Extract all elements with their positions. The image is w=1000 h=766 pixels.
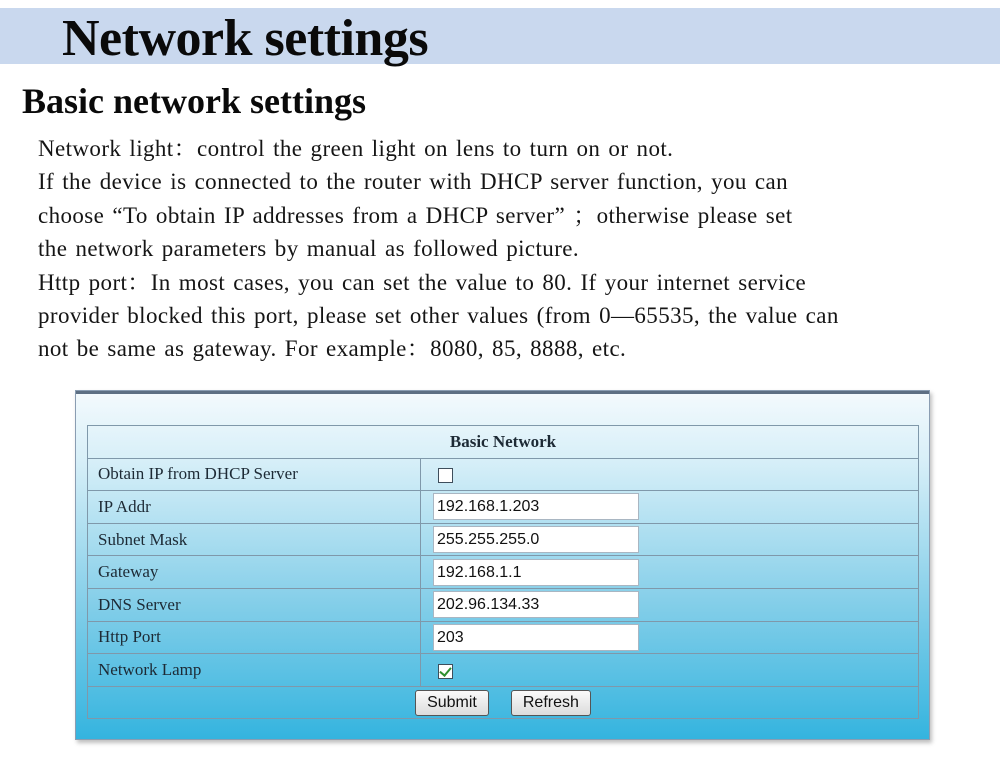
description-line: choose “To obtain IP addresses from a DHCP server” ；otherwise please set (38, 202, 793, 228)
gateway-cell (421, 556, 919, 589)
dns-server-cell (421, 588, 919, 621)
section-subtitle: Basic network settings (22, 81, 366, 121)
network-lamp-cell (421, 654, 919, 687)
description (38, 132, 998, 366)
http-port-cell (421, 621, 919, 654)
description-line: not be same as gateway. For example：8080, 85, 8888, etc. (38, 336, 627, 362)
ip-addr-input[interactable]: 192.168.1.203 (433, 493, 639, 520)
dns-server-input[interactable]: 202.96.134.33 (433, 591, 639, 618)
dhcp-label: Obtain IP from DHCP Server (88, 458, 421, 491)
description-line: Http port：In most cases, you can set the value to 80. If your internet service (38, 269, 807, 295)
table-row (88, 621, 919, 654)
table-row (88, 458, 919, 491)
description-line: provider blocked this port, please set other values (from 0—65535, the value can (38, 303, 839, 329)
gateway-input[interactable]: 192.168.1.1 (433, 559, 639, 586)
dhcp-cell (421, 458, 919, 491)
subnet-mask-input[interactable]: 255.255.255.0 (433, 526, 639, 553)
gateway-label: Gateway (88, 556, 421, 589)
http-port-input[interactable]: 203 (433, 624, 639, 651)
description-line: Network light：control the green light on lens to turn on or not. (38, 136, 674, 161)
http-port-label: Http Port (88, 621, 421, 654)
network-lamp-checkbox[interactable] (438, 664, 453, 679)
table-row (88, 588, 919, 621)
subnet-mask-cell (421, 523, 919, 556)
dns-server-label: DNS Server (88, 588, 421, 621)
refresh-button[interactable]: Refresh (511, 690, 591, 716)
basic-network-table (87, 425, 919, 719)
table-row (88, 523, 919, 556)
page-title: Network settings (62, 10, 429, 67)
panel-top-border (76, 391, 929, 394)
form-actions (88, 686, 919, 719)
table-row (88, 556, 919, 589)
dhcp-checkbox[interactable] (438, 468, 453, 483)
network-lamp-label: Network Lamp (88, 654, 421, 687)
submit-button[interactable]: Submit (415, 690, 489, 716)
ip-addr-cell (421, 491, 919, 524)
ip-addr-label: IP Addr (88, 491, 421, 524)
table-footer-row (88, 686, 919, 719)
table-row (88, 654, 919, 687)
table-header: Basic Network (88, 426, 919, 459)
basic-network-panel (75, 390, 930, 740)
description-line: If the device is connected to the router with DHCP server function, you can (38, 169, 789, 195)
table-row (88, 491, 919, 524)
subnet-mask-label: Subnet Mask (88, 523, 421, 556)
table-header-row (88, 426, 919, 459)
description-line: the network parameters by manual as followed picture. (38, 236, 580, 262)
